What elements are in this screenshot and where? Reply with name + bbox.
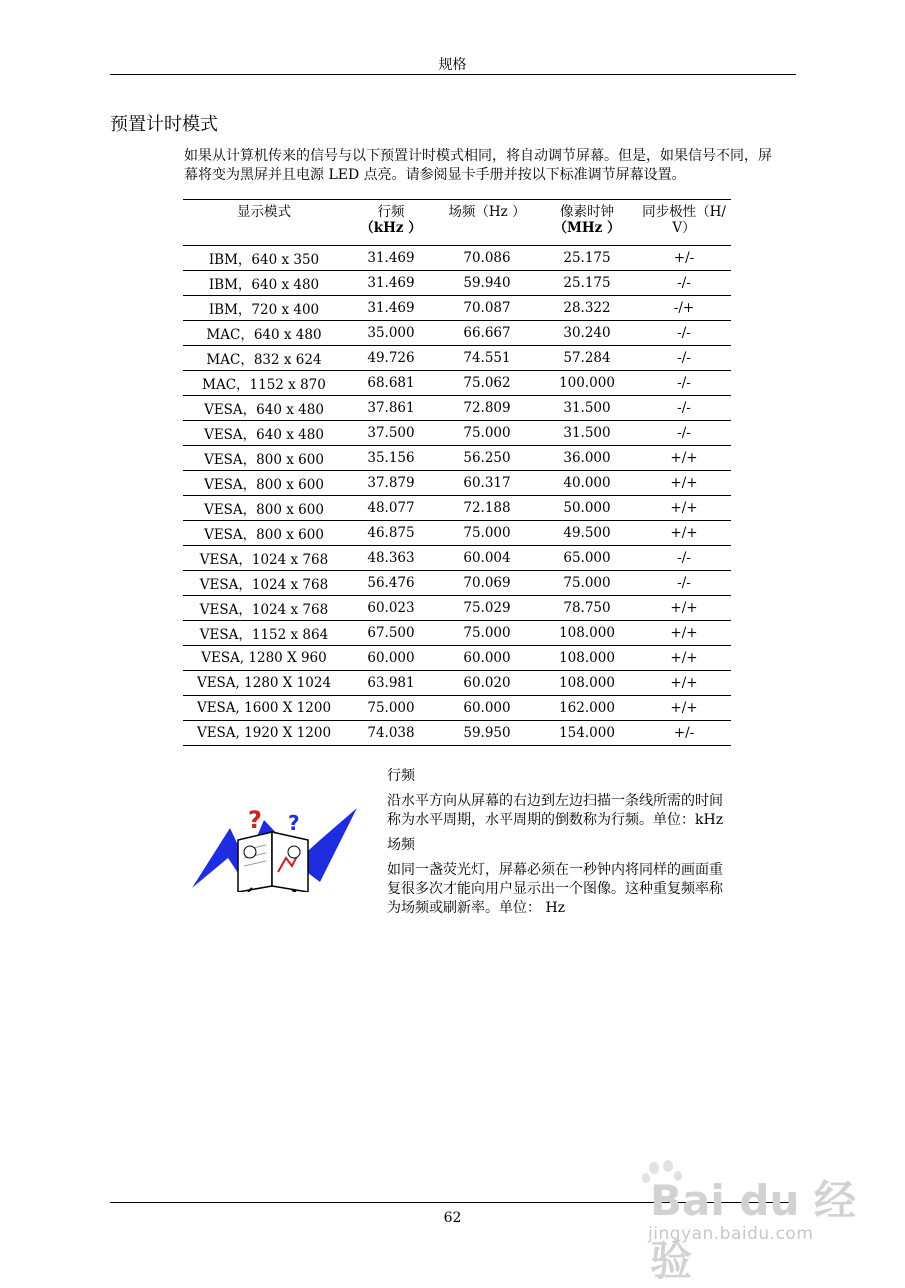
cell-sync-polarity: -/- (637, 546, 731, 571)
cell-pixel-clock: 28.322 (537, 296, 637, 321)
cell-pixel-clock: 50.000 (537, 496, 637, 521)
cell-horizontal-frequency: 35.156 (345, 446, 437, 471)
cell-pixel-clock: 25.175 (537, 271, 637, 296)
cell-sync-polarity: +/+ (637, 446, 731, 471)
header-display-mode (183, 200, 345, 246)
cell-pixel-clock: 162.000 (537, 696, 637, 721)
table-row (183, 446, 731, 471)
cell-pixel-clock: 108.000 (537, 671, 637, 696)
glossary (387, 767, 732, 924)
cell-vertical-frequency: 60.000 (437, 646, 537, 671)
cell-vertical-frequency: 70.087 (437, 296, 537, 321)
cell-pixel-clock: 78.750 (537, 596, 637, 621)
cell-pixel-clock: 154.000 (537, 721, 637, 746)
cell-vertical-frequency: 75.029 (437, 596, 537, 621)
cell-vertical-frequency: 75.000 (437, 621, 537, 646)
cell-sync-polarity: +/+ (637, 496, 731, 521)
table-row (183, 396, 731, 421)
cell-sync-polarity: -/- (637, 421, 731, 446)
cell-display-mode: VESA，800 x 600 (183, 446, 345, 471)
cell-display-mode: VESA，1152 x 864 (183, 621, 345, 646)
cell-display-mode: VESA，800 x 600 (183, 496, 345, 521)
table-row (183, 571, 731, 596)
table-row (183, 646, 731, 671)
table-row (183, 421, 731, 446)
cell-sync-polarity: -/- (637, 271, 731, 296)
preset-timing-table (183, 199, 731, 746)
cell-sync-polarity: -/- (637, 396, 731, 421)
cell-sync-polarity: +/- (637, 246, 731, 271)
cell-display-mode: VESA, 1920 X 1200 (183, 721, 345, 746)
cell-horizontal-frequency: 60.023 (345, 596, 437, 621)
cell-vertical-frequency: 72.809 (437, 396, 537, 421)
table-row (183, 721, 731, 746)
cell-display-mode: VESA，640 x 480 (183, 421, 345, 446)
table-row (183, 346, 731, 371)
header-vertical-frequency (437, 200, 537, 246)
cell-sync-polarity: +/+ (637, 696, 731, 721)
cell-vertical-frequency: 60.020 (437, 671, 537, 696)
table-row (183, 271, 731, 296)
cell-display-mode: VESA，800 x 600 (183, 471, 345, 496)
table-row (183, 671, 731, 696)
cell-horizontal-frequency: 56.476 (345, 571, 437, 596)
cell-display-mode: MAC，640 x 480 (183, 321, 345, 346)
cell-pixel-clock: 108.000 (537, 621, 637, 646)
cell-vertical-frequency: 60.004 (437, 546, 537, 571)
header-sync-polarity-label-cont: V） (672, 220, 696, 236)
table-row (183, 371, 731, 396)
header-display-mode-label: 显示模式 (237, 204, 291, 220)
cell-sync-polarity: -/- (637, 346, 731, 371)
cell-pixel-clock: 25.175 (537, 246, 637, 271)
glossary-desc-horizontal-frequency: 沿水平方向从屏幕的右边到左边扫描一条线所需的时间称为水平周期，水平周期的倒数称为行频。单位：kHz (387, 793, 724, 828)
page-number: 62 (443, 1210, 462, 1226)
cell-display-mode: VESA，800 x 600 (183, 521, 345, 546)
cell-horizontal-frequency: 31.469 (345, 271, 437, 296)
header-pixel-clock-unit: （MHz ） (553, 220, 621, 236)
watermark-url: jingyan.baidu.com (648, 1224, 814, 1244)
cell-sync-polarity: -/- (637, 571, 731, 596)
cell-pixel-clock: 49.500 (537, 521, 637, 546)
header-sync-polarity (637, 200, 731, 246)
header-pixel-clock-label: 像素时钟 (560, 204, 614, 220)
cell-horizontal-frequency: 37.500 (345, 421, 437, 446)
cell-pixel-clock: 40.000 (537, 471, 637, 496)
cell-horizontal-frequency: 31.469 (345, 246, 437, 271)
cell-horizontal-frequency: 60.000 (345, 646, 437, 671)
cell-horizontal-frequency: 67.500 (345, 621, 437, 646)
intro-paragraph: 如果从计算机传来的信号与以下预置计时模式相同，将自动调节屏幕。但是，如果信号不同，屏幕将变为黑屏并且电源 LED 点亮。请参阅显卡手册并按以下标准调节屏幕设置。 (184, 148, 772, 183)
cell-sync-polarity: +/- (637, 721, 731, 746)
cell-display-mode: VESA，1024 x 768 (183, 571, 345, 596)
watermark-brand: Bai du 经验 (650, 1176, 856, 1285)
table-row (183, 471, 731, 496)
cell-vertical-frequency: 74.551 (437, 346, 537, 371)
cell-horizontal-frequency: 63.981 (345, 671, 437, 696)
cell-sync-polarity: +/+ (637, 521, 731, 546)
cell-pixel-clock: 100.000 (537, 371, 637, 396)
cell-horizontal-frequency: 75.000 (345, 696, 437, 721)
question-book-icon (192, 800, 360, 892)
cell-horizontal-frequency: 48.077 (345, 496, 437, 521)
table-row (183, 546, 731, 571)
question-mark-red: ? (248, 806, 262, 834)
cell-horizontal-frequency: 74.038 (345, 721, 437, 746)
table-row (183, 496, 731, 521)
cell-pixel-clock: 31.500 (537, 421, 637, 446)
cell-horizontal-frequency: 48.363 (345, 546, 437, 571)
cell-sync-polarity: +/+ (637, 621, 731, 646)
cell-vertical-frequency: 56.250 (437, 446, 537, 471)
cell-pixel-clock: 75.000 (537, 571, 637, 596)
cell-horizontal-frequency: 46.875 (345, 521, 437, 546)
cell-display-mode: VESA, 1280 X 960 (183, 646, 345, 671)
glossary-term-vertical-frequency: 场频 (387, 837, 415, 853)
cell-horizontal-frequency: 37.861 (345, 396, 437, 421)
cell-horizontal-frequency: 35.000 (345, 321, 437, 346)
table-row (183, 246, 731, 271)
cell-horizontal-frequency: 68.681 (345, 371, 437, 396)
cell-pixel-clock: 57.284 (537, 346, 637, 371)
cell-horizontal-frequency: 49.726 (345, 346, 437, 371)
table-row (183, 521, 731, 546)
table-header-row (183, 200, 731, 246)
cell-display-mode: IBM，720 x 400 (183, 296, 345, 321)
cell-vertical-frequency: 60.000 (437, 696, 537, 721)
cell-display-mode: VESA，1024 x 768 (183, 596, 345, 621)
cell-vertical-frequency: 59.940 (437, 271, 537, 296)
header-horizontal-frequency-unit: （kHz ） (360, 220, 422, 236)
section-title: 预置计时模式 (110, 114, 218, 135)
cell-sync-polarity: +/+ (637, 596, 731, 621)
cell-vertical-frequency: 60.317 (437, 471, 537, 496)
glossary-desc-vertical-frequency: 如同一盏荧光灯，屏幕必须在一秒钟内将同样的画面重复很多次才能向用户显示出一个图像。这种重复频率称为场频或刷新率。单位： Hz (387, 862, 723, 916)
cell-display-mode: VESA, 1600 X 1200 (183, 696, 345, 721)
cell-display-mode: IBM，640 x 350 (183, 246, 345, 271)
watermark (640, 1150, 860, 1285)
cell-vertical-frequency: 75.062 (437, 371, 537, 396)
cell-vertical-frequency: 70.069 (437, 571, 537, 596)
table-body (183, 246, 731, 746)
cell-display-mode: MAC，832 x 624 (183, 346, 345, 371)
cell-vertical-frequency: 72.188 (437, 496, 537, 521)
header-sync-polarity-label: 同步极性（H/ (642, 204, 726, 220)
cell-sync-polarity: +/+ (637, 671, 731, 696)
cell-display-mode: VESA, 1280 X 1024 (183, 671, 345, 696)
cell-vertical-frequency: 66.667 (437, 321, 537, 346)
header-horizontal-frequency-label: 行频 (377, 204, 405, 220)
cell-sync-polarity: -/- (637, 321, 731, 346)
cell-display-mode: MAC，1152 x 870 (183, 371, 345, 396)
cell-pixel-clock: 108.000 (537, 646, 637, 671)
header-horizontal-frequency (345, 200, 437, 246)
page-header-title: 规格 (438, 57, 467, 73)
cell-display-mode: VESA，640 x 480 (183, 396, 345, 421)
cell-vertical-frequency: 59.950 (437, 721, 537, 746)
table-row (183, 696, 731, 721)
header-pixel-clock (537, 200, 637, 246)
cell-pixel-clock: 36.000 (537, 446, 637, 471)
cell-pixel-clock: 30.240 (537, 321, 637, 346)
cell-pixel-clock: 31.500 (537, 396, 637, 421)
cell-vertical-frequency: 75.000 (437, 421, 537, 446)
glossary-term-horizontal-frequency: 行频 (387, 768, 415, 784)
cell-sync-polarity: +/+ (637, 646, 731, 671)
table-row (183, 621, 731, 646)
table-row (183, 321, 731, 346)
table-row (183, 296, 731, 321)
header-vertical-frequency-label: 场频（Hz ） (448, 204, 526, 220)
cell-sync-polarity: +/+ (637, 471, 731, 496)
cell-horizontal-frequency: 31.469 (345, 296, 437, 321)
header-divider (110, 74, 796, 75)
cell-vertical-frequency: 75.000 (437, 521, 537, 546)
cell-vertical-frequency: 70.086 (437, 246, 537, 271)
cell-sync-polarity: -/- (637, 371, 731, 396)
cell-display-mode: VESA，1024 x 768 (183, 546, 345, 571)
cell-pixel-clock: 65.000 (537, 546, 637, 571)
table-row (183, 596, 731, 621)
cell-display-mode: IBM，640 x 480 (183, 271, 345, 296)
question-mark-blue: ? (288, 811, 300, 835)
cell-sync-polarity: -/+ (637, 296, 731, 321)
illustration (192, 800, 360, 892)
cell-horizontal-frequency: 37.879 (345, 471, 437, 496)
